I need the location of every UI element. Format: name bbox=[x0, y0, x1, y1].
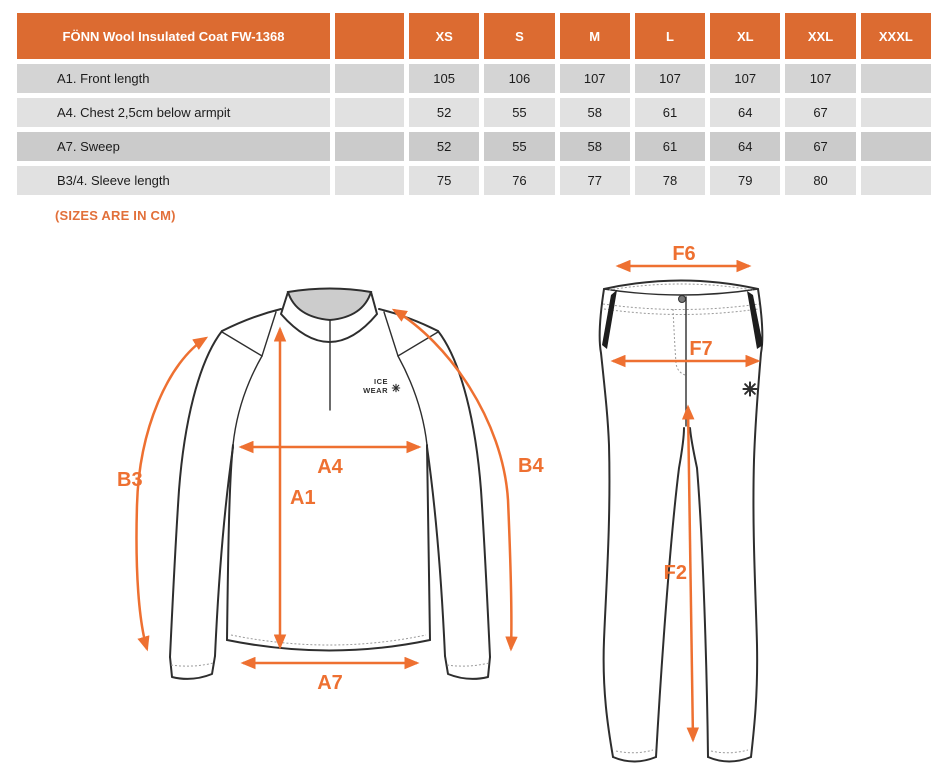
cell-value: 58 bbox=[560, 98, 630, 127]
snowflake-icon bbox=[392, 384, 399, 391]
table-title: FÖNN Wool Insulated Coat FW-1368 bbox=[17, 13, 330, 59]
icewear-logo-text-wear: WEAR bbox=[363, 386, 388, 395]
cell-value: 61 bbox=[635, 132, 705, 161]
pants-left-hem-stitch bbox=[616, 750, 653, 753]
pants-waistband-stitch-2 bbox=[604, 309, 758, 315]
snowflake-icon bbox=[743, 382, 756, 395]
pants-fly-stitch bbox=[673, 309, 685, 375]
pants-waist-top bbox=[604, 281, 758, 290]
pants-right-hem-stitch bbox=[711, 750, 748, 753]
cell-value: 78 bbox=[635, 166, 705, 195]
jacket-left-sleeve-outer bbox=[170, 331, 222, 657]
jacket-right-cuff bbox=[445, 656, 490, 679]
b3-label: B3 bbox=[117, 469, 143, 491]
pants-waist-back bbox=[604, 289, 758, 295]
cell-value: 105 bbox=[409, 64, 479, 93]
cell-value: 55 bbox=[484, 98, 554, 127]
pants-left-pocket bbox=[602, 290, 617, 349]
cell-value: 80 bbox=[785, 166, 855, 195]
cell-value: 107 bbox=[710, 64, 780, 93]
a7-label: A7 bbox=[317, 672, 343, 694]
cell-value: 52 bbox=[409, 132, 479, 161]
icewear-logo-text-ice: ICE bbox=[373, 377, 388, 386]
table-header-xs: XS bbox=[409, 13, 479, 59]
jacket-hem-stitch bbox=[231, 635, 426, 645]
table-header-m: M bbox=[560, 13, 630, 59]
pants-right-outer-edge bbox=[751, 289, 762, 757]
pants-button bbox=[679, 296, 686, 303]
jacket-right-raglan-seam bbox=[398, 356, 427, 445]
pants-right-pocket bbox=[747, 291, 763, 349]
cell-value: 75 bbox=[409, 166, 479, 195]
table-header-s: S bbox=[484, 13, 554, 59]
table-header-l: L bbox=[635, 13, 705, 59]
cell-value: 107 bbox=[560, 64, 630, 93]
jacket-body-right-edge bbox=[427, 445, 430, 640]
row-label: B3/4. Sleeve length bbox=[17, 166, 330, 195]
b3-arrow bbox=[136, 338, 206, 649]
table-header-xl: XL bbox=[710, 13, 780, 59]
cell-value: 106 bbox=[484, 64, 554, 93]
cell-value: 55 bbox=[484, 132, 554, 161]
pants-waistband-stitch-1 bbox=[603, 304, 759, 310]
f2-arrow bbox=[688, 407, 693, 740]
f7-label: F7 bbox=[689, 338, 713, 360]
sizes-note: (SIZES ARE IN CM) bbox=[55, 208, 176, 223]
jacket-left-cuff bbox=[170, 656, 215, 679]
cell-value: 79 bbox=[710, 166, 780, 195]
cell-value: 64 bbox=[710, 98, 780, 127]
jacket-hem bbox=[227, 640, 430, 651]
jacket-right-cuff-stitch bbox=[447, 663, 489, 666]
cell-value: 64 bbox=[710, 132, 780, 161]
jacket-left-raglan-seam bbox=[233, 356, 262, 445]
f6-label: F6 bbox=[672, 243, 696, 265]
cell-value: 107 bbox=[785, 64, 855, 93]
cell-value: 107 bbox=[635, 64, 705, 93]
cell-value: 67 bbox=[785, 132, 855, 161]
row-label: A1. Front length bbox=[17, 64, 330, 93]
cell-value: 77 bbox=[560, 166, 630, 195]
row-label: A7. Sweep bbox=[17, 132, 330, 161]
table-header-xxxl: XXXL bbox=[861, 13, 931, 59]
b4-arrow bbox=[394, 310, 511, 649]
jacket-left-cuff-stitch bbox=[171, 663, 213, 666]
cell-value: 76 bbox=[484, 166, 554, 195]
row-label: A4. Chest 2,5cm below armpit bbox=[17, 98, 330, 127]
cell-value: 52 bbox=[409, 98, 479, 127]
cell-value: 67 bbox=[785, 98, 855, 127]
a4-label: A4 bbox=[317, 456, 343, 478]
a1-label: A1 bbox=[290, 487, 316, 509]
b4-label: B4 bbox=[518, 455, 544, 477]
cell-value: 61 bbox=[635, 98, 705, 127]
jacket-drawing bbox=[170, 289, 490, 679]
f2-label: F2 bbox=[663, 562, 687, 584]
pants-left-outer-edge bbox=[600, 289, 613, 757]
jacket-collar-inner bbox=[288, 289, 371, 321]
pants-left-inseam bbox=[656, 428, 684, 757]
cell-value: 58 bbox=[560, 132, 630, 161]
icewear-logo bbox=[363, 377, 400, 395]
pants-right-hem bbox=[708, 757, 751, 762]
table-header-xxl: XXL bbox=[785, 13, 855, 59]
pants-drawing bbox=[600, 281, 763, 762]
pants-left-hem bbox=[613, 757, 656, 762]
jacket-left-shoulder bbox=[222, 309, 281, 331]
jacket-measurements bbox=[117, 310, 544, 694]
